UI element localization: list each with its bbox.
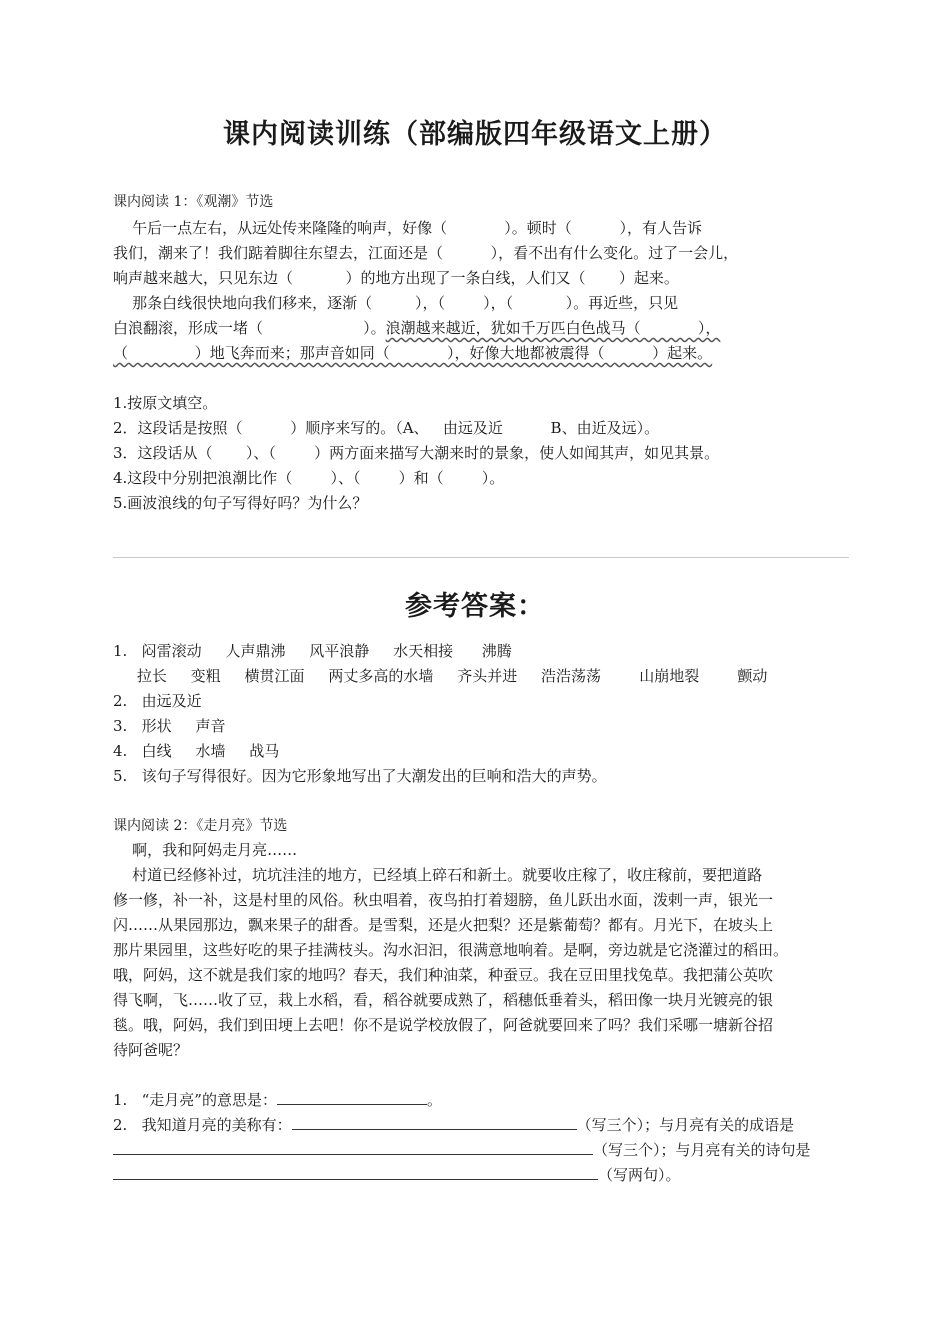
reading2-line8: 毯。哦，阿妈，我们到田埂上去吧！你不是说学校放假了，阿爸就要回来了吗？我们采哪一塘新谷招 xyxy=(113,1016,774,1034)
reading1-heading: 课内阅读 1：《观潮》节选 xyxy=(113,194,274,210)
reading2-line2: 村道已经修补过，坑坑洼洼的地方，已经填上碎石和新土。就要收庄稼了，收庄稼前，要把道路 xyxy=(113,866,763,884)
reading2-question-1 xyxy=(113,1090,442,1110)
answer-1-line2: 拉长 变粗 横贯江面 两丈多高的水墙 齐头并进 浩浩荡荡 山崩地裂 颤动 xyxy=(113,667,768,685)
page-title: 课内阅读训练（部编版四年级语文上册） xyxy=(223,119,727,150)
reading2-line5: 那片果园里，这些好吃的果子挂满枝头。沟水汩汩，很满意地响着。是啊，旁边就是它浇灌过的稻田。 xyxy=(113,941,789,959)
answer-2: 2. 由远及近 xyxy=(113,692,202,710)
reading2-question-2-line2 xyxy=(113,1140,811,1160)
reading1-question-3: 3．这段话从（ ）、（ ）两方面来描写大潮来时的景象，使人如闻其声，如见其景。 xyxy=(113,444,720,462)
reading1-p1-line2: 我们，潮来了！我们踮着脚往东望去，江面还是（ ），看不出有什么变化。过了一会儿， xyxy=(113,244,739,262)
reading1-p2-line1: 那条白线很快地向我们移来，逐渐（ ），（ ），（ ）。再近些，只见 xyxy=(113,294,679,312)
answer-blank[interactable] xyxy=(113,1140,593,1155)
reading2-heading: 课内阅读 2：《走月亮》节选 xyxy=(113,818,288,834)
reading2-line6: 哦，阿妈，这不就是我们家的地吗？春天，我们种油菜，种蚕豆。我在豆田里找兔草。我把蒲公英吹 xyxy=(113,966,774,984)
reading2-question-2 xyxy=(113,1115,794,1135)
reading2-line3: 修一修，补一补，这是村里的风俗。秋虫唱着，夜鸟拍打着翅膀，鱼儿跃出水面，泼剌一声，银光一 xyxy=(113,891,774,909)
reading2-q2-end: （写三个）；与月亮有关的成语是 xyxy=(576,1116,795,1134)
reading2-line1: 啊，我和阿妈走月亮…… xyxy=(113,841,298,859)
reading1-question-2: 2．这段话是按照（ ）顺序来写的。（A、 由远及近 B、由近及远）。 xyxy=(113,419,660,437)
answer-3: 3. 形状 声音 xyxy=(113,717,226,735)
reading1-question-4: 4.这段中分别把浪潮比作（ ）、（ ）和（ ）。 xyxy=(113,469,505,487)
reading2-q2-line3-end: （写两句）。 xyxy=(598,1166,681,1184)
reading1-p1-line1: 午后一点左右，从远处传来隆隆的响声，好像（ ）。顿时（ ），有人告诉 xyxy=(113,219,702,237)
answer-5: 5. 该句子写得很好。因为它形象地写出了大潮发出的巨响和浩大的声势。 xyxy=(113,767,607,785)
reading2-q1-end: 。 xyxy=(426,1091,442,1109)
wavy-underlined-sentence-cont: （ ）地飞奔而来；那声音如同（ ），好像大地都被震得（ ）起来。 xyxy=(113,344,713,362)
answer-blank[interactable] xyxy=(113,1165,598,1180)
reading1-p2-line3 xyxy=(113,343,712,363)
answer-blank[interactable] xyxy=(277,1090,427,1105)
answers-heading: 参考答案： xyxy=(405,591,545,622)
reading2-q2-label: 2. 我知道月亮的美称有： xyxy=(113,1116,292,1134)
reading2-line9: 待阿爸呢？ xyxy=(113,1041,189,1059)
reading1-question-5: 5.画波浪线的句子写得好吗？为什么？ xyxy=(113,494,368,512)
reading2-question-2-line3 xyxy=(113,1165,681,1185)
answer-4: 4. 白线 水墙 战马 xyxy=(113,742,280,760)
reading1-p2-line2 xyxy=(113,318,720,338)
reading1-question-1: 1.按原文填空。 xyxy=(113,394,218,412)
section-divider xyxy=(113,557,849,558)
reading1-p2-line2-plain: 白浪翻滚，形成一堵（ ）。 xyxy=(113,319,386,337)
reading2-line7: 得飞啊，飞……收了豆，栽上水稻，看，稻谷就要成熟了，稻穗低垂着头，稻田像一块月光镀亮的银 xyxy=(113,991,774,1009)
answer-1-line1: 1. 闷雷滚动 人声鼎沸 风平浪静 水天相接 沸腾 xyxy=(113,642,512,660)
wavy-underlined-sentence: 浪潮越来越近，犹如千万匹白色战马（ ）， xyxy=(385,319,721,337)
answer-blank[interactable] xyxy=(292,1115,577,1130)
reading1-p1-line3: 响声越来越大，只见东边（ ）的地方出现了一条白线，人们又（ ）起来。 xyxy=(113,269,679,287)
reading2-q1-label: 1. “走月亮”的意思是： xyxy=(113,1091,277,1109)
reading2-line4: 闪……从果园那边，飘来果子的甜香。是雪梨，还是火把梨？还是紫葡萄？都有。月光下，在坡头上 xyxy=(113,916,774,934)
reading2-q2-line2-end: （写三个）；与月亮有关的诗句是 xyxy=(593,1141,811,1159)
